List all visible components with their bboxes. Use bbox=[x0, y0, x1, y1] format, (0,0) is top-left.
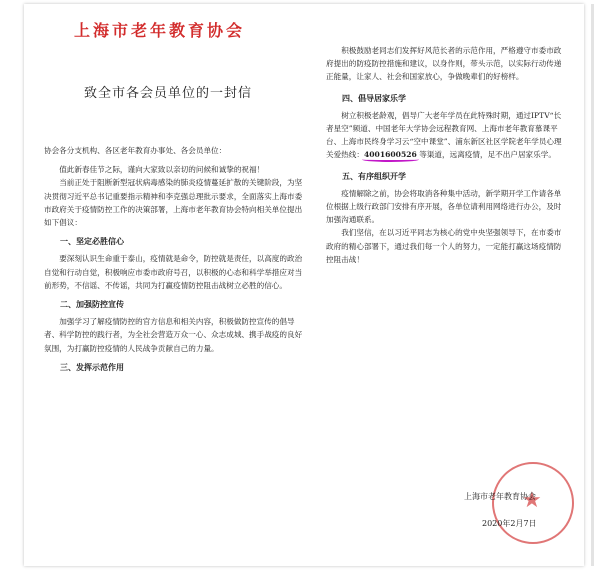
signature-date: 2020年2月7日 bbox=[482, 519, 537, 528]
hotline-number: 4001600526 bbox=[363, 150, 417, 160]
text-run: 树立积极老龄观，倡导广大老年学员在此特殊时期，通过IPTV“长者星空”频道、中国老年大学协会远程教育网、上海市老年教育慕课平台、上海市民终身学习云“空中课堂”、浦东新区社区学院老年学员心理关爱热线： bbox=[326, 110, 562, 160]
letterhead: 上海市老年教育协会 bbox=[74, 21, 246, 40]
right-column bbox=[326, 4, 566, 266]
scroll-edge bbox=[591, 4, 594, 566]
text-run: 等渠道，远离疫情，足不出户居家乐学。 bbox=[416, 150, 556, 160]
paragraph: 疫情解除之前，协会将取消各种集中活动，新学期开学工作请各单位根据上级行政部门安排有序开展，各单位请利用网络进行办公，及时加强沟通联系。 bbox=[326, 188, 562, 225]
paragraph: 值此新春佳节之际，谨向大家致以亲切的问候和诚挚的祝福！ bbox=[59, 165, 265, 175]
paragraph: 当前正处于阻断新型冠状病毒感染的肺炎疫情蔓延扩散的关键阶段，为坚决贯彻习近平总书记重要指示精神和李克强总理批示要求，全面落实上海市委市政府关于疫情防控工作的决策部署，上海市老年教育协会特向相关单位提出如下倡议： bbox=[44, 178, 303, 228]
left-column bbox=[44, 4, 306, 374]
paragraph: 积极鼓励老同志们发挥好风范长者的示范作用，严格遵守市委市政府提出的防疫防控措施和建议，以身作则，带头示范，以实际行动传递正能量，让家人、社会和国家放心，争做晚辈们的好榜样。 bbox=[326, 46, 562, 82]
paragraph bbox=[326, 109, 566, 162]
section-heading: 四、倡导居家乐学 bbox=[342, 93, 406, 103]
letter-page bbox=[24, 4, 584, 566]
paragraph: 要深刻认识生命重于泰山，疫情就是命令，防控就是责任，以高度的政治自觉和行动自觉，积极响应市委市政府号召，以积极的心态和科学举措应对当前形势，不信谣、不传谣，共同为打赢疫情防控阻击战树立必胜的信心。 bbox=[44, 254, 303, 290]
paragraph: 我们坚信，在以习近平同志为核心的党中央坚强领导下，在市委市政府的精心部署下，通过我们每一个人的努力，一定能打赢这场疫情防控阻击战！ bbox=[326, 228, 562, 264]
salutation: 协会各分支机构、各区老年教育办事处、各会员单位： bbox=[44, 146, 227, 155]
section-heading: 一、坚定必胜信心 bbox=[60, 237, 124, 247]
signature-org: 上海市老年教育协会 bbox=[464, 492, 536, 501]
letter-title: 致全市各会员单位的一封信 bbox=[84, 86, 253, 101]
section-heading: 二、加强防控宣传 bbox=[60, 300, 124, 310]
section-heading: 三、发挥示范作用 bbox=[60, 362, 124, 372]
section-heading: 五、有序组织开学 bbox=[342, 171, 406, 181]
paragraph: 加强学习了解疫情防控的官方信息和相关内容，积极做防控宣传的倡导者、科学防控的践行者，为全社会营造万众一心、众志成城、携手战疫的良好氛围，为打赢防控疫情的人民战争贡献自己的力量。 bbox=[44, 317, 303, 353]
official-seal bbox=[492, 462, 574, 544]
star-icon: ★ bbox=[522, 488, 542, 513]
